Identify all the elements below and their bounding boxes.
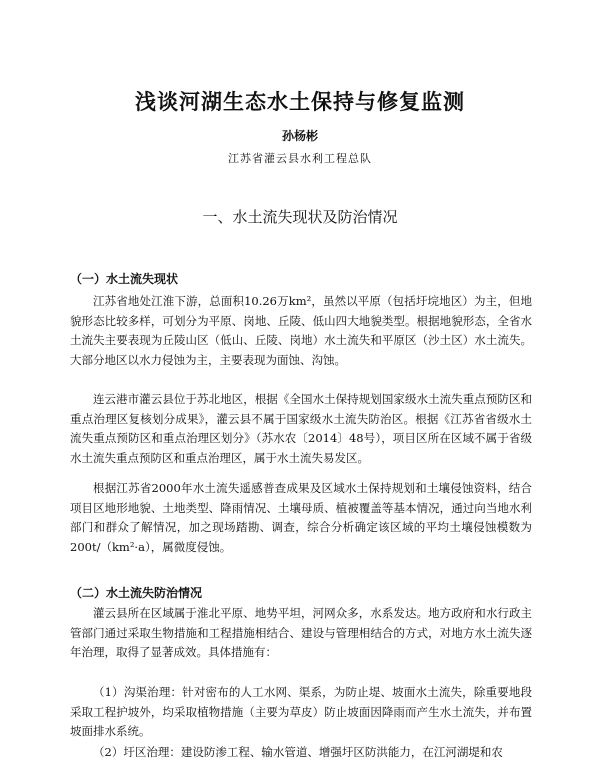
paragraph-4: 灌云县所在区域属于淮北平原、地势平坦，河网众多，水系发达。地方政府和水行政主管部门通过采取生物措施和工程措施相结合、建设与管理相结合的方式，对地方水土流失逐年治理，取得了显著成效。具体措施有： (70, 606, 532, 660)
article-title: 浅谈河湖生态水土保持与修复监测 (135, 90, 465, 114)
paragraph-2: 连云港市灌云县位于苏北地区，根据《全国水土保持规划国家级水土流失重点预防区和重点治理区复核划分成果》，灌云县不属于国家级水土流失防治区。根据《江苏省省级水土流失重点预防区和重点治理区划分》（苏水农〔2014〕48号），项目区所在区域不属于省级水土流失重点预防区和重点治理区，属于水土流失易发区。 (70, 392, 532, 465)
subsection-heading-2: （二）水土流失防治情况 (70, 586, 203, 600)
section-heading: 一、水土流失现状及防治情况 (202, 208, 398, 226)
author-affiliation: 江苏省灌云县水利工程总队 (228, 152, 372, 165)
paragraph-5: （1）沟渠治理：针对密布的人工水网、渠系，为防止堤、坡面水土流失，除重要地段采取工程护坡外，均采取植物措施（主要为草皮）防止坡面因降雨而产生水土流失，并布置坡面排水系统。 (70, 685, 532, 739)
subsection-heading-1: （一）水土流失现状 (70, 272, 179, 286)
paragraph-6: （2）圩区治理：建设防渗工程、输水管道、增强圩区防洪能力，在江河湖堤和农 (93, 745, 503, 759)
paragraph-3: 根据江苏省2000年水土流失遥感普查成果及区域水土保持规划和土壤侵蚀资料，结合项目区地形地貌、土地类型、降雨情况、土壤母质、植被覆盖等基本情况，通过向当地水利部门和群众了解情况，加之现场踏勘、调查，综合分析确定该区域的平均土壤侵蚀模数为200t/（km²·a），属微度侵蚀。 (70, 481, 532, 554)
paragraph-1: 江苏省地处江淮下游，总面积10.26万km²，虽然以平原（包括圩垸地区）为主，但地貌形态比较多样，可划分为平原、岗地、丘陵、低山四大地貌类型。根据地貌形态，全省水土流失主要表现为丘陵山区（低山、丘陵、岗地）水土流失和平原区（沙土区）水土流失。大部分地区以水力侵蚀为主，主要表现为面蚀、沟蚀。 (70, 294, 532, 367)
author-name: 孙杨彬 (281, 129, 318, 143)
